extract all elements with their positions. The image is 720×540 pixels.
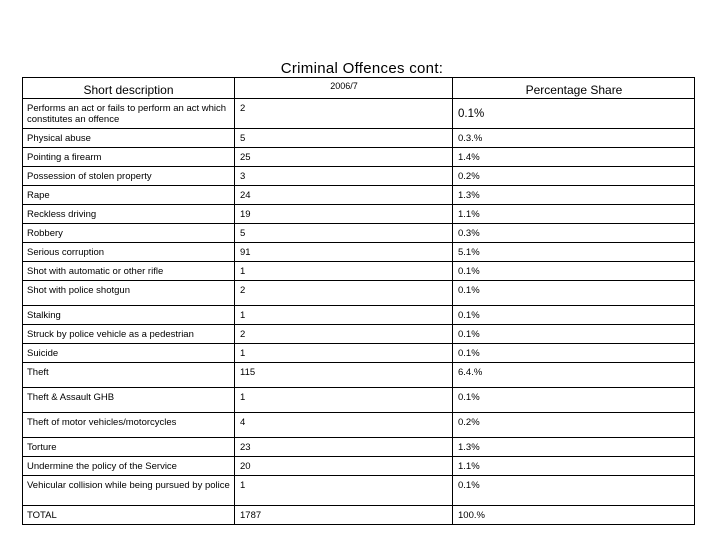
row-count: 115 [235, 363, 453, 387]
row-share: 0.1% [458, 285, 480, 296]
header-percentage-share: Percentage Share [525, 83, 623, 97]
row-share: 0.1% [458, 392, 480, 403]
row-count: 5 [235, 224, 453, 242]
row-share: 5.1% [458, 246, 480, 258]
row-count: 1 [235, 262, 453, 280]
table-row [23, 362, 694, 387]
row-description: Pointing a firearm [23, 148, 235, 166]
row-share: 1.1% [458, 460, 480, 472]
table-row [23, 280, 694, 305]
row-share: 0.3.% [458, 132, 483, 144]
row-share: 0.1% [458, 107, 485, 120]
row-description: TOTAL [23, 506, 235, 524]
table-row [23, 185, 694, 204]
row-share: 0.1% [458, 328, 480, 340]
row-description: Suicide [23, 344, 235, 362]
table-row [23, 437, 694, 456]
table-row [23, 475, 694, 505]
row-description: Struck by police vehicle as a pedestrian [23, 325, 235, 343]
row-description: Performs an act or fails to perform an act which constitutes an offence [23, 99, 235, 128]
table-row [23, 128, 694, 147]
table-row [23, 242, 694, 261]
table-row [23, 456, 694, 475]
row-count: 23 [235, 438, 453, 456]
row-share: 1.3% [458, 441, 480, 453]
table-row [23, 98, 694, 128]
row-share: 0.1% [458, 265, 480, 277]
row-description: Theft & Assault GHB [23, 388, 235, 412]
row-description: Torture [23, 438, 235, 456]
table-row [23, 305, 694, 324]
row-description: Robbery [23, 224, 235, 242]
row-description: Serious corruption [23, 243, 235, 261]
table-row [23, 505, 694, 524]
row-count: 1787 [235, 506, 453, 524]
row-description: Rape [23, 186, 235, 204]
row-share: 100.% [458, 509, 485, 521]
offences-table [22, 77, 695, 525]
row-share: 0.2% [458, 417, 480, 428]
table-row [23, 412, 694, 437]
row-description: Shot with automatic or other rifle [23, 262, 235, 280]
row-count: 1 [235, 476, 453, 505]
row-share: 1.3% [458, 189, 480, 201]
row-share: 1.4% [458, 151, 480, 163]
row-description: Stalking [23, 306, 235, 324]
row-count: 25 [235, 148, 453, 166]
row-count: 91 [235, 243, 453, 261]
row-description: Reckless driving [23, 205, 235, 223]
row-description: Theft of motor vehicles/motorcycles [23, 413, 235, 437]
row-description: Shot with police shotgun [23, 281, 235, 305]
table-row [23, 223, 694, 242]
row-count: 1 [235, 306, 453, 324]
row-description: Undermine the policy of the Service [23, 457, 235, 475]
table-row [23, 204, 694, 223]
header-short-description: Short description [23, 78, 235, 98]
table-row [23, 166, 694, 185]
row-description: Theft [23, 363, 235, 387]
row-share: 0.1% [458, 347, 480, 359]
row-share: 0.2% [458, 170, 480, 182]
header-year: 2006/7 [235, 78, 453, 98]
row-description: Possession of stolen property [23, 167, 235, 185]
row-description: Physical abuse [23, 129, 235, 147]
table-header-row [23, 78, 694, 98]
row-count: 3 [235, 167, 453, 185]
row-count: 5 [235, 129, 453, 147]
row-share: 0.1% [458, 480, 480, 491]
table-row [23, 324, 694, 343]
row-count: 19 [235, 205, 453, 223]
row-description: Vehicular collision while being pursued by police [23, 476, 235, 505]
row-count: 1 [235, 344, 453, 362]
table-row [23, 387, 694, 412]
table-row [23, 343, 694, 362]
table-row [23, 147, 694, 166]
row-share: 1.1% [458, 208, 480, 220]
row-count: 2 [235, 99, 453, 128]
row-count: 4 [235, 413, 453, 437]
page-title: Criminal Offences cont: [280, 60, 444, 77]
row-count: 2 [235, 325, 453, 343]
row-share: 0.3% [458, 227, 480, 239]
row-count: 20 [235, 457, 453, 475]
row-count: 24 [235, 186, 453, 204]
row-share: 6.4.% [458, 367, 483, 378]
table-row [23, 261, 694, 280]
row-count: 2 [235, 281, 453, 305]
row-count: 1 [235, 388, 453, 412]
row-share: 0.1% [458, 309, 480, 321]
